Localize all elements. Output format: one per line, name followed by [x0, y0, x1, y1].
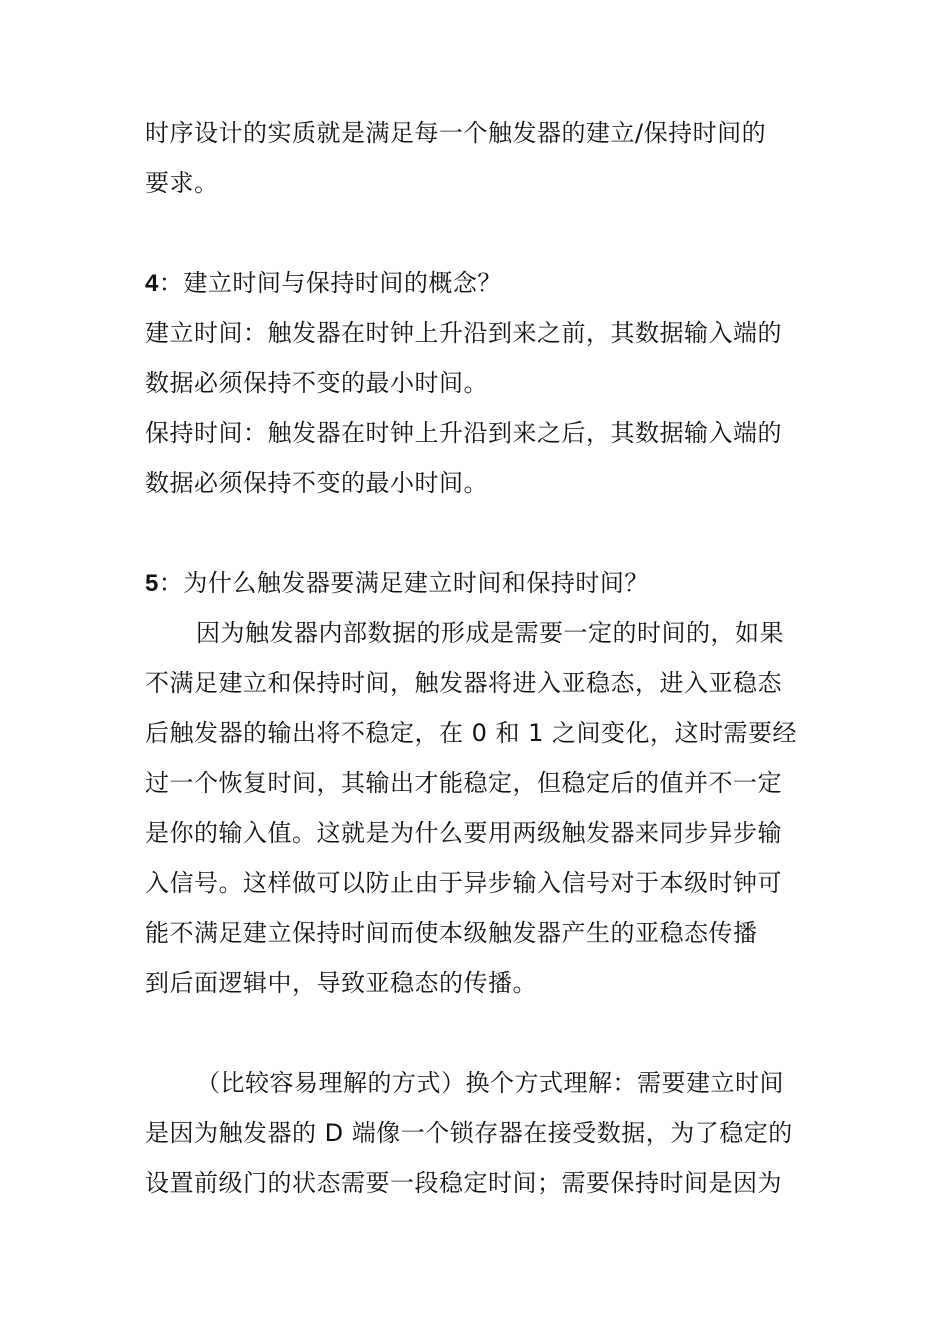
q4-setup-line-1: 建立时间：触发器在时钟上升沿到来之前，其数据输入端的 [145, 319, 782, 347]
q5-answer-line-3: 后触发器的输出将不稳定，在 0 和 1 之间变化，这时需要经 [145, 719, 798, 747]
intro-line-2: 要求。 [145, 169, 219, 197]
q4-setup-line-2: 数据必须保持不变的最小时间。 [145, 369, 488, 397]
q4-number: 4 [145, 270, 159, 297]
q5-answer-line-7: 能不满足建立保持时间而使本级触发器产生的亚稳态传播 [145, 919, 758, 947]
q4-hold-line-1: 保持时间：触发器在时钟上升沿到来之后，其数据输入端的 [145, 419, 782, 447]
q5-explain-line-3: 设置前级门的状态需要一段稳定时间；需要保持时间是因为 [145, 1169, 782, 1197]
q5-answer-line-2: 不满足建立和保持时间，触发器将进入亚稳态，进入亚稳态 [145, 669, 782, 697]
q4-title: ：建立时间与保持时间的概念？ [158, 269, 502, 297]
q5-answer-line-8: 到后面逻辑中，导致亚稳态的传播。 [145, 969, 537, 997]
q5-title: ：为什么触发器要满足建立时间和保持时间？ [158, 569, 649, 597]
q5-explain-line-2: 是因为触发器的 D 端像一个锁存器在接受数据，为了稳定的 [145, 1119, 793, 1147]
q5-answer-line-6: 入信号。这样做可以防止由于异步输入信号对于本级时钟可 [145, 869, 782, 897]
q5-answer-line-1: 因为触发器内部数据的形成是需要一定的时间的，如果 [196, 619, 784, 647]
q5-answer-line-4: 过一个恢复时间，其输出才能稳定，但稳定后的值并不一定 [145, 769, 782, 797]
q5-heading [145, 568, 649, 599]
q4-hold-line-2: 数据必须保持不变的最小时间。 [145, 469, 488, 497]
q5-number: 5 [145, 570, 159, 597]
q5-explain-line-1: （比较容易理解的方式）换个方式理解：需要建立时间 [196, 1069, 784, 1097]
q4-heading [145, 268, 502, 299]
q5-answer-line-5: 是你的输入值。这就是为什么要用两级触发器来同步异步输 [145, 819, 782, 847]
intro-line-1: 时序设计的实质就是满足每一个触发器的建立/保持时间的 [145, 119, 767, 147]
